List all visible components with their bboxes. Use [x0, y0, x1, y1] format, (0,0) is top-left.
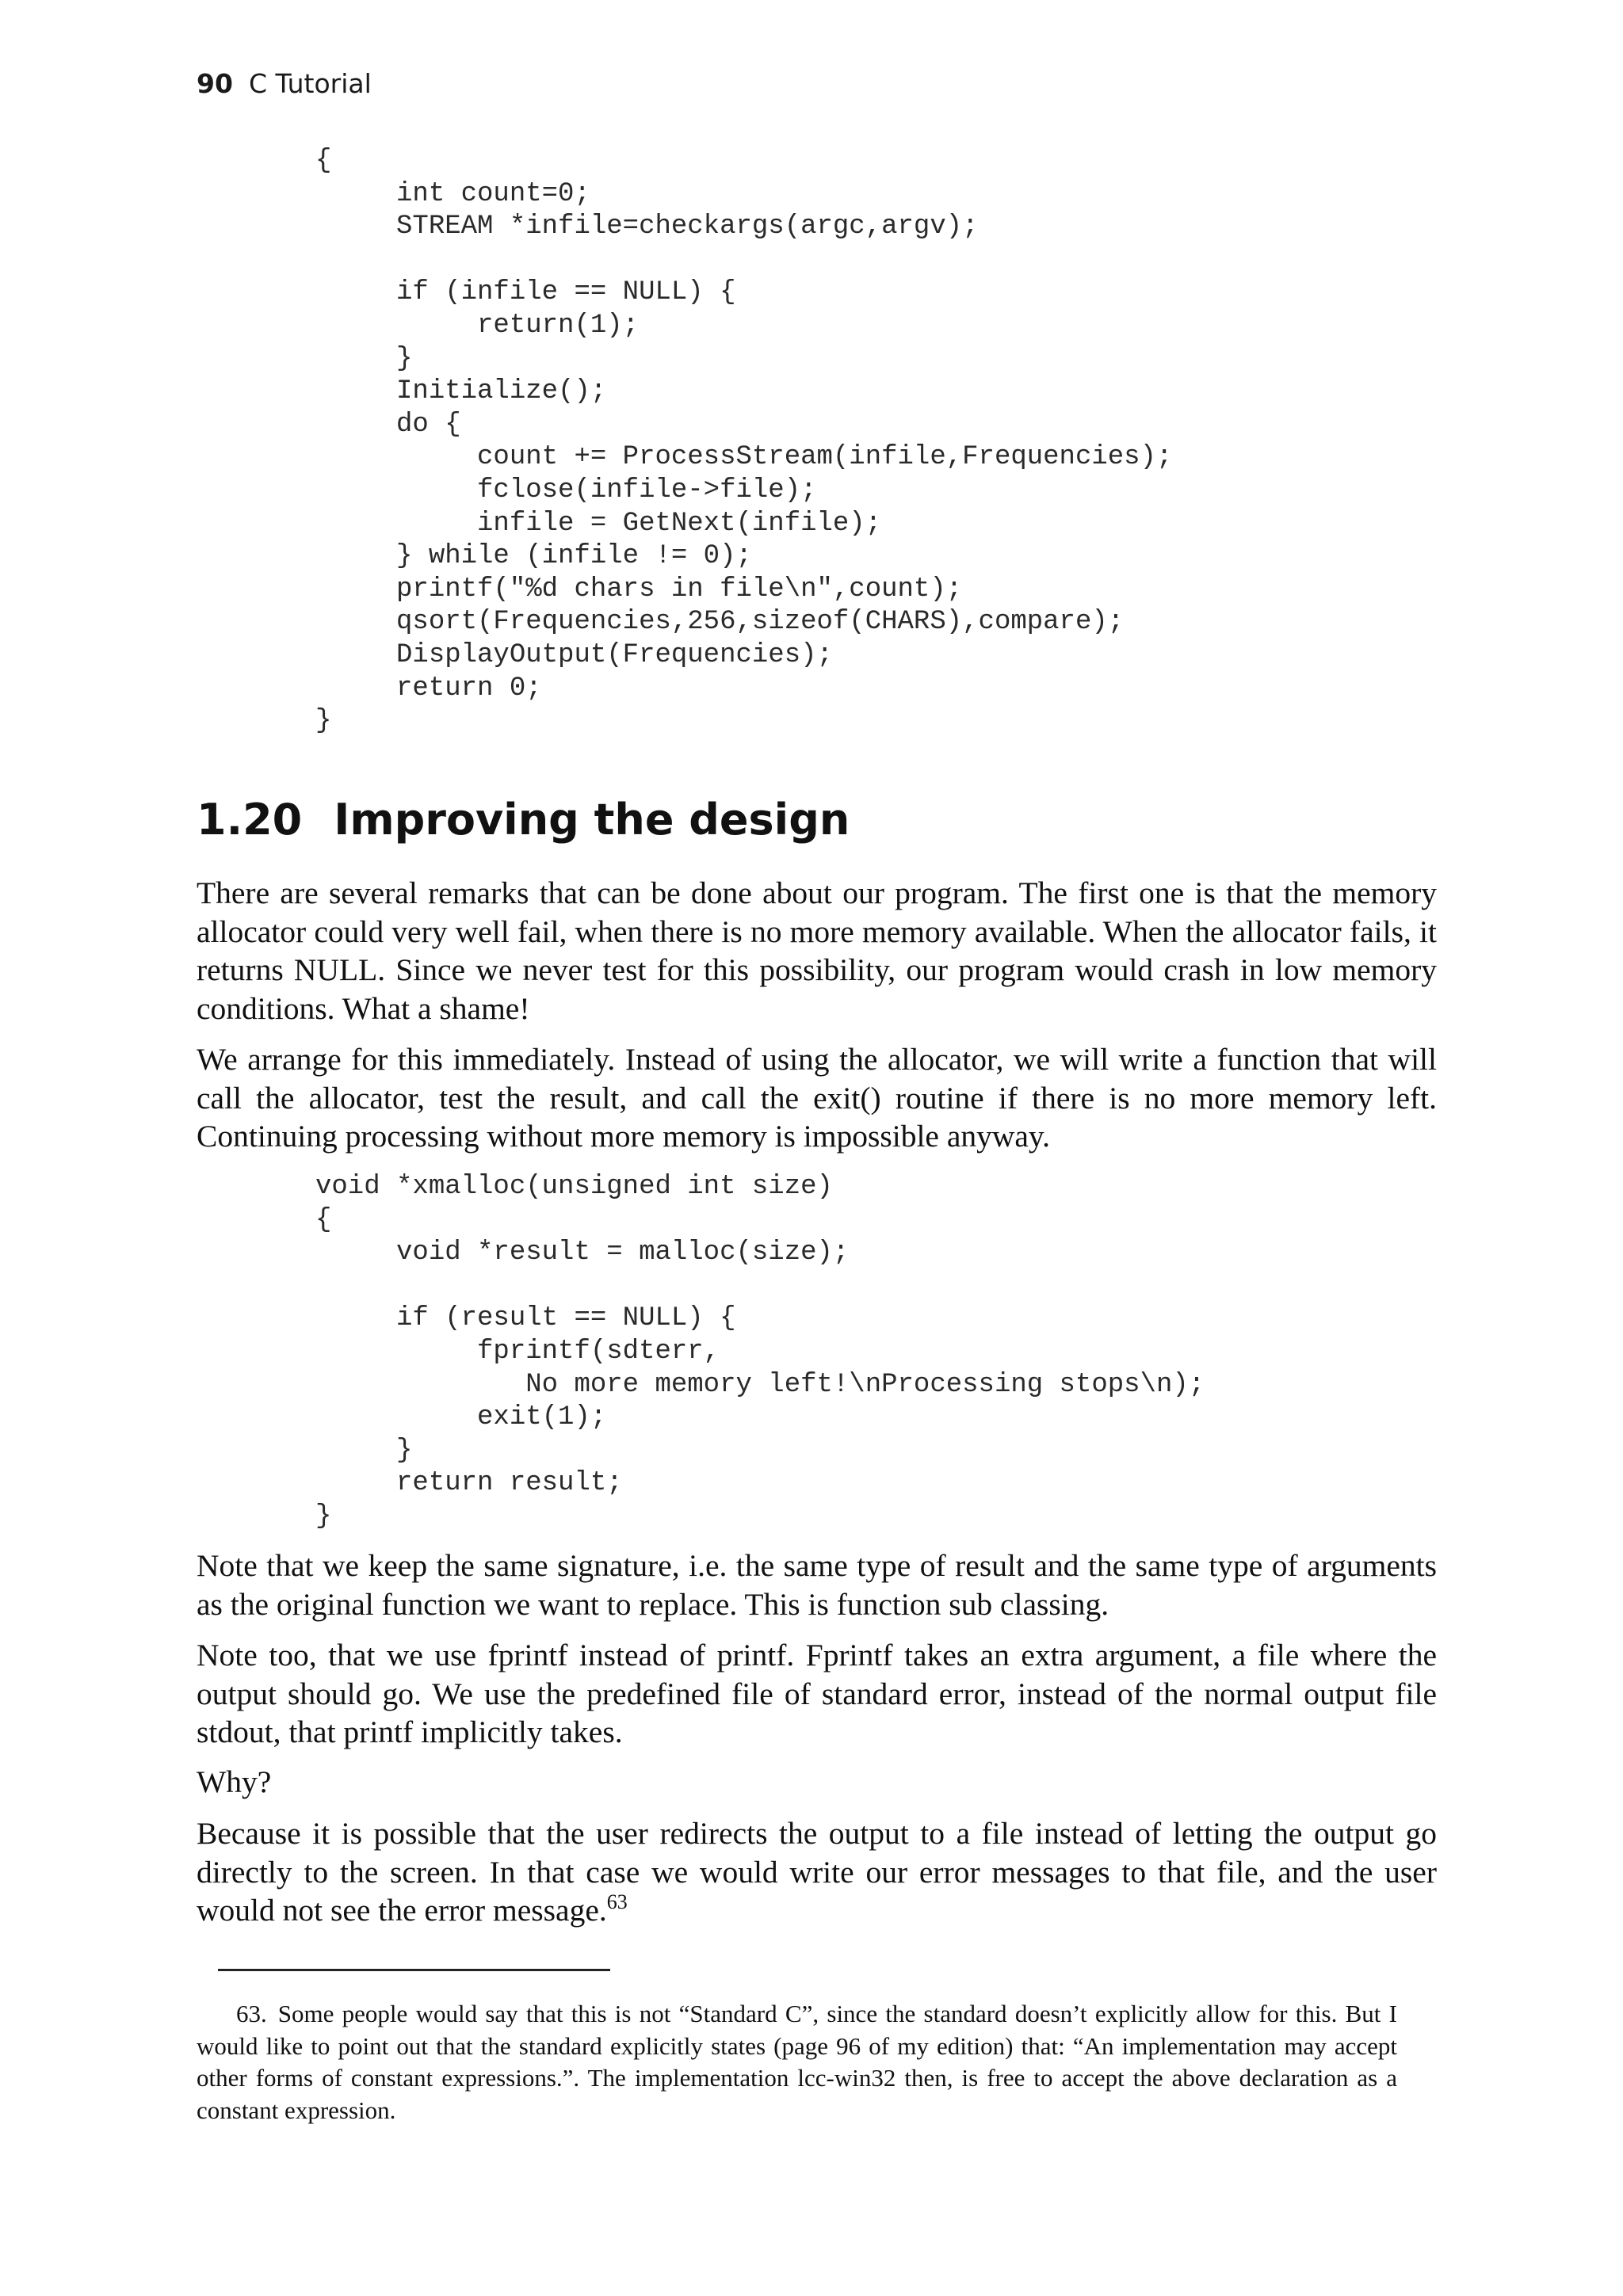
- running-title: C Tutorial: [248, 68, 372, 99]
- paragraph-redirect: [197, 1814, 1437, 1930]
- footnote-text: Some people would say that this is not “Standard C”, since the standard doesn’t explicitly allow for this. But I would like to point out that the standard explicitly states (page 96 of my edition) that: “An implementation may accept other forms of constant expressions.”. The implementation lcc-win32 then, is free to accept the above declaration as a constant expression.: [197, 2000, 1397, 2124]
- code-block-main-function: { int count=0; STREAM *infile=checkargs(argc,argv); if (infile == NULL) { return(1); } Initialize(); do { count += ProcessStream(infile,Frequencies); fclose(infile->file); infile = GetNext(infile); } while (infile != 0); printf("%d chars in file\n",count); qsort(Frequencies,256,sizeof(CHARS),compare); DisplayOutput(Frequencies); return 0; }: [315, 146, 1173, 737]
- paragraph-signature: Note that we keep the same signature, i.e. the same type of result and the same type of arguments as the original function we want to replace. This is function sub classing.: [197, 1548, 1437, 1622]
- section-title: Improving the design: [334, 795, 850, 845]
- page-number: 90: [197, 68, 233, 99]
- paragraph-xmalloc-intro: We arrange for this immediately. Instead of using the allocator, we will write a function that will call the allocator, test the result, and call the exit() routine if there is no more memory left. Continuing processing without more memory is impossible anyway.: [197, 1042, 1437, 1154]
- footnote: [197, 1998, 1397, 2126]
- code-block-xmalloc: void *xmalloc(unsigned int size) { void *result = malloc(size); if (result == NULL) { fprintf(sdterr, No more memory left!\nProcessing stops\n); exit(1); } return result; }: [315, 1172, 1205, 1531]
- paragraph-redirect-text: Because it is possible that the user redirects the output to a file instead of letting the output go directly to the screen. In that case we would write our error messages to that file, and the user would not see the error message.: [197, 1816, 1437, 1928]
- section-heading: [197, 792, 850, 848]
- footnote-divider: [218, 1969, 610, 1971]
- page-header: [197, 68, 372, 99]
- paragraph-fprintf: Note too, that we use fprintf instead of printf. Fprintf takes an extra argument, a file where the output should go. We use the predefined file of standard error, instead of the normal output file stdout, that printf implicitly takes.: [197, 1638, 1437, 1749]
- section-number: 1.20: [197, 795, 303, 845]
- paragraph-why: Why?: [197, 1764, 272, 1799]
- footnote-reference[interactable]: 63: [606, 1890, 628, 1913]
- paragraph-memory-allocator: There are several remarks that can be done about our program. The first one is that the memory allocator could very well fail, when there is no more memory available. When the allocator fails, it returns NULL. Since we never test for this possibility, our program would crash in low memory conditions. What a shame!: [197, 875, 1437, 1026]
- footnote-number: 63.: [236, 2000, 267, 2027]
